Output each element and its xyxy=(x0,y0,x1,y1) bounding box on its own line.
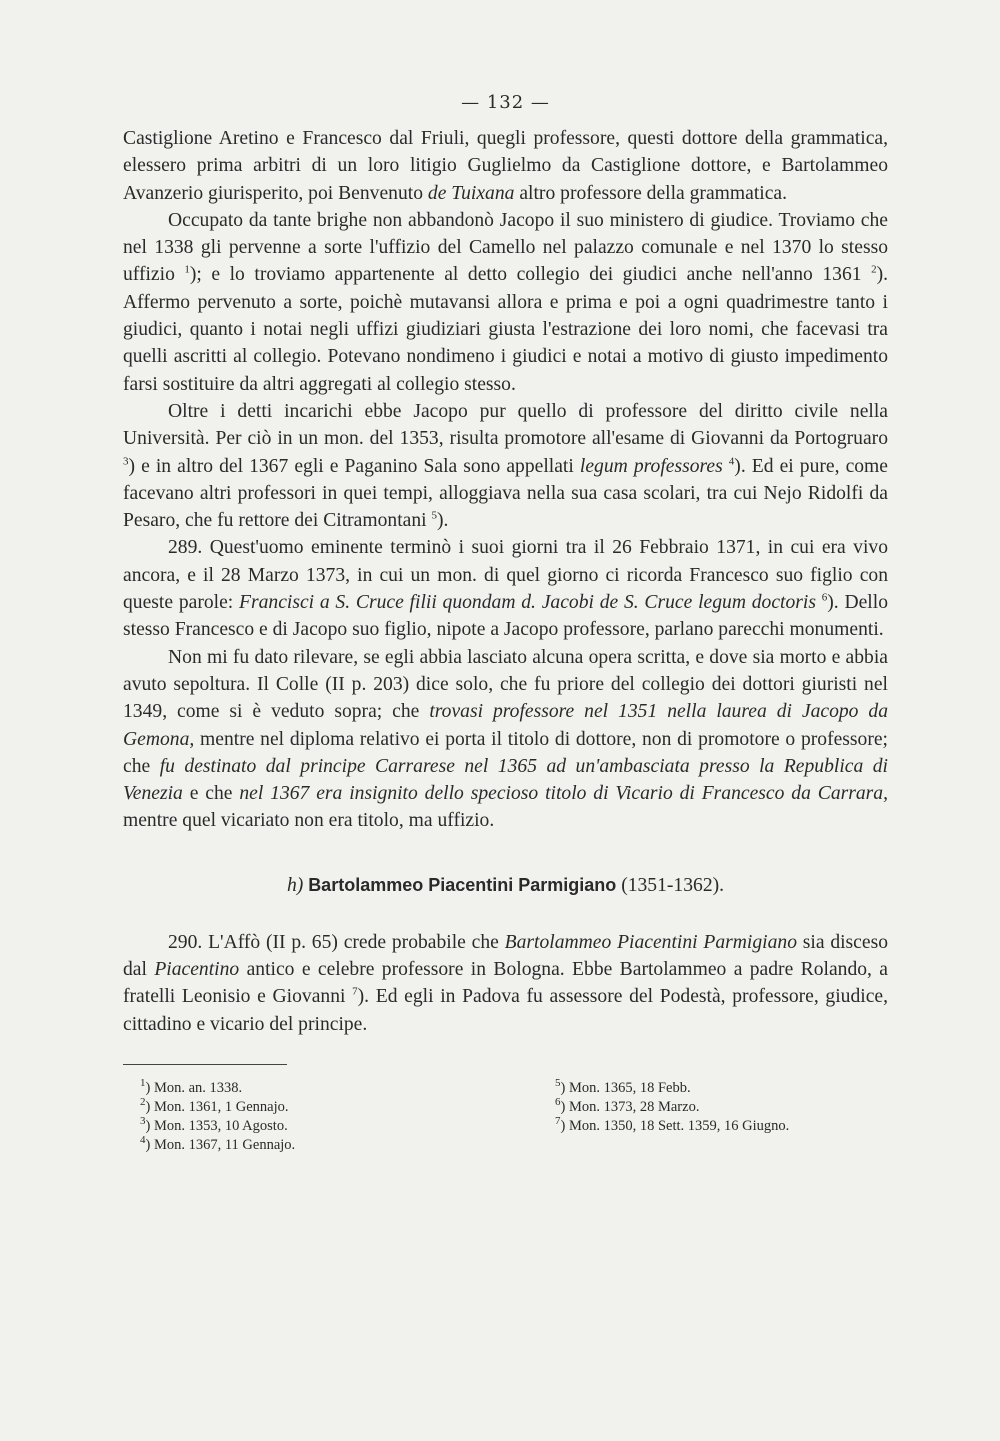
main-text-2 xyxy=(123,929,888,1038)
footnote-mark: 1 xyxy=(140,1077,146,1090)
footnote-ref: 3 xyxy=(123,455,129,468)
footnote-mark: 4 xyxy=(140,1134,146,1147)
italic-text: Francisci a S. Cruce filii quondam d. Jacobi de S. Cruce legum doctoris xyxy=(239,592,816,614)
paragraph xyxy=(123,929,888,1038)
footnote-ref: 7 xyxy=(352,985,358,998)
footnote-mark: 2 xyxy=(140,1096,146,1109)
footnote-mark: 7 xyxy=(555,1115,561,1128)
footnote-mark: 5 xyxy=(555,1077,561,1090)
text-run: antico e celebre professore in Bologna. Ebbe Bartolammeo a padre Rolando, a fratelli Leonisio e Giovanni xyxy=(123,959,888,1008)
footnote xyxy=(140,1136,295,1155)
italic-text: Piacentino xyxy=(154,959,240,981)
paragraph xyxy=(123,398,888,534)
text-run: 290. L'Affò (II p. 65) crede probabile che xyxy=(168,931,505,953)
footnote-ref: 2 xyxy=(871,263,877,276)
text-run: mentre nel diploma relativo ei porta il titolo di dottore, non di promotore o professore; che xyxy=(123,728,888,777)
text-run: altro professore della grammatica. xyxy=(514,182,788,204)
footnote-ref: 6 xyxy=(821,591,828,604)
footnote-text: ) Mon. 1350, 18 Sett. 1359, 16 Giugno. xyxy=(560,1117,790,1134)
footnote-text: ) Mon. 1367, 11 Gennajo. xyxy=(145,1136,296,1153)
footnote-text: ) Mon. 1353, 10 Agosto. xyxy=(145,1117,288,1134)
text-run: ). Ed egli in Padova fu assessore del Podestà, professore, giudice, cittadino e vicario del principe. xyxy=(123,986,889,1035)
footnotes-right xyxy=(555,1079,865,1155)
section-letter: h) xyxy=(286,874,304,896)
footnote xyxy=(140,1098,295,1117)
paragraph xyxy=(123,207,888,398)
text-run: ). Affermo pervenuto a sorte, poichè mutavansi allora e prima e poi a ogni quadrimestre tanto i giudici, quanto i notai negli uffizi giudiziari giusta l'estrazione dei loro nomi, che facevasi tra quelli ascritti al collegio. Potevano nondimeno i giudici e notai a motivo di giusto impedimento farsi sostituire da altri aggregati al collegio stesso. xyxy=(123,264,888,395)
footnote-mark: 3 xyxy=(140,1115,146,1128)
italic-text: Bartolammeo Piacentini Parmigiano xyxy=(504,931,797,953)
paragraph xyxy=(123,534,888,643)
footnote xyxy=(555,1079,865,1098)
footnotes-left xyxy=(140,1079,295,1155)
text-run: Non mi fu dato rilevare, se egli abbia lasciato alcuna opera scritta, e dove sia morto e abbia avuto sepoltura. Il Colle (II p. 203) dice solo, che fu priore del collegio dei dottori giuristi nel 1349, come si è veduto sopra; che xyxy=(123,646,888,723)
text-run: Castiglione Aretino e Francesco dal Friuli, quegli professore, questi dottore della grammatica, elessero prima arbitri di un loro litigio Guglielmo da Castiglione dottore, e Bartolammeo Avanzerio giurisperito, poi Benvenuto xyxy=(123,128,888,204)
italic-text: trovasi professore nel 1351 nella laurea di Jacopo da Gemona, xyxy=(123,701,888,750)
footnote-text: ) Mon. 1365, 18 Febb. xyxy=(560,1079,691,1096)
text-run: sia disceso dal xyxy=(123,931,888,981)
main-text xyxy=(123,125,888,835)
footnotes xyxy=(123,1079,865,1155)
footnote xyxy=(140,1117,295,1136)
text-run: e che xyxy=(182,783,240,805)
footnote-text: ) Mon. an. 1338. xyxy=(145,1079,243,1096)
footnote-ref: 4 xyxy=(728,455,735,468)
footnote xyxy=(555,1098,865,1117)
paragraph xyxy=(123,644,888,835)
footnote-divider xyxy=(123,1064,287,1065)
footnote-ref: 1 xyxy=(184,263,190,276)
italic-text: nel 1367 era insignito dello specioso titolo di Vicario di Francesco da Carrara, xyxy=(239,783,888,805)
footnote xyxy=(555,1117,865,1136)
page-number: — 132 — xyxy=(461,92,550,113)
text-run: Occupato da tante brighe non abbandonò Jacopo il suo ministero di giudice. Troviamo che nel 1338 gli pervenne a sorte l'uffizio del Camello nel palazzo comunale e nel 1370 lo stesso uffizio xyxy=(123,209,888,286)
text-run: mentre quel vicariato non era titolo, ma uffizio. xyxy=(123,810,495,832)
footnote xyxy=(140,1079,295,1098)
page xyxy=(123,92,888,1155)
section-years: (1351-1362). xyxy=(621,874,725,896)
section-name: Bartolammeo Piacentini Parmigiano xyxy=(308,874,617,895)
text-run: ). xyxy=(437,510,449,532)
footnote-text: ) Mon. 1361, 1 Gennajo. xyxy=(145,1098,289,1115)
text-run: ). Ed ei pure, come facevano altri professori in quei tempi, alloggiava nella sua casa scolari, tra cui Nejo Ridolfi da Pesaro, che fu rettore dei Citramontani xyxy=(123,455,888,532)
text-run: Oltre i detti incarichi ebbe Jacopo pur quello di professore del diritto civile nella Università. Per ciò in un mon. del 1353, risulta promotore all'esame di Giovanni da Portogruaro xyxy=(123,400,888,450)
text-run: ); e lo troviamo appartenente al detto collegio dei giudici anche nell'anno 1361 xyxy=(189,264,872,286)
footnote-mark: 6 xyxy=(555,1096,561,1109)
section-heading xyxy=(123,875,888,897)
text-run: 289. Quest'uomo eminente terminò i suoi giorni tra il 26 Febbraio 1371, in cui era vivo ancora, e il 28 Marzo 1373, in cui un mon. di quel giorno ci ricorda Francesco suo figlio con queste parole: xyxy=(123,537,888,614)
italic-text: de Tuixana xyxy=(427,182,515,204)
text-run: ). Dello stesso Francesco e di Jacopo suo figlio, nipote a Jacopo professore, parlano parecchi monumenti. xyxy=(123,592,888,641)
paragraph xyxy=(123,125,888,207)
text-run: ) e in altro del 1367 egli e Paganino Sala sono appellati xyxy=(128,455,580,477)
italic-text: legum professores xyxy=(579,455,723,477)
footnote-text: ) Mon. 1373, 28 Marzo. xyxy=(560,1098,700,1115)
footnote-ref: 5 xyxy=(431,509,437,522)
italic-text: fu destinato dal principe Carrarese nel 1365 ad un'ambasciata presso la Republica di Venezia xyxy=(123,755,888,805)
